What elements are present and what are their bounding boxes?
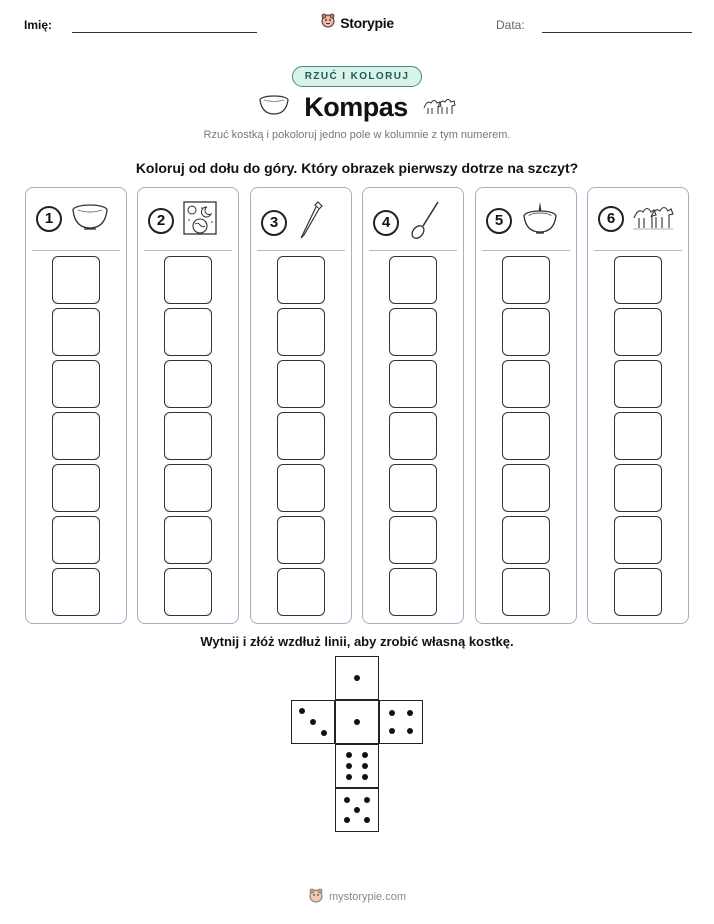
color-cell[interactable] xyxy=(52,516,100,564)
storypie-mascot-icon xyxy=(320,12,336,33)
color-cell[interactable] xyxy=(277,308,325,356)
die-pip xyxy=(344,797,350,803)
die-pip xyxy=(354,675,360,681)
die-face-1[interactable] xyxy=(335,700,379,744)
cell-stack xyxy=(52,256,100,620)
column-5 xyxy=(475,187,577,624)
color-cell[interactable] xyxy=(164,308,212,356)
color-cell[interactable] xyxy=(614,308,662,356)
camels-icon xyxy=(632,200,674,237)
color-cell[interactable] xyxy=(502,412,550,460)
color-cell[interactable] xyxy=(277,464,325,512)
storypie-mascot-icon xyxy=(308,887,324,906)
camels-icon xyxy=(422,94,456,121)
column-4 xyxy=(362,187,464,624)
color-cell[interactable] xyxy=(389,568,437,616)
color-cell[interactable] xyxy=(389,464,437,512)
die-pip xyxy=(407,710,413,716)
footer-url[interactable]: mystorypie.com xyxy=(328,890,407,903)
column-3 xyxy=(250,187,352,624)
subtitle: Rzuć kostką i pokoloruj jedno pole w kolumnie z tym numerem. xyxy=(203,129,511,141)
cell-stack xyxy=(164,256,212,620)
die-pip xyxy=(362,752,368,758)
page-title: Kompas xyxy=(304,92,408,122)
cut-instruction: Wytnij i złóż wzdłuż linii, aby zrobić własną kostkę. xyxy=(200,634,514,649)
brand-logo xyxy=(0,12,714,33)
die-pip xyxy=(346,774,352,780)
die-pip xyxy=(389,728,395,734)
color-cell[interactable] xyxy=(614,360,662,408)
date-label: Data: xyxy=(496,18,525,32)
die-pip xyxy=(346,763,352,769)
color-cell[interactable] xyxy=(614,568,662,616)
color-cell[interactable] xyxy=(502,516,550,564)
die-pip xyxy=(362,763,368,769)
name-label: Imię: xyxy=(24,18,53,32)
column-2 xyxy=(137,187,239,624)
color-cell[interactable] xyxy=(389,308,437,356)
die-pip xyxy=(364,817,370,823)
footer xyxy=(0,887,714,906)
color-cell[interactable] xyxy=(614,412,662,460)
cell-stack xyxy=(389,256,437,620)
column-number: 1 xyxy=(36,206,62,232)
column-number: 4 xyxy=(373,210,399,236)
die-pip xyxy=(346,752,352,758)
color-cell[interactable] xyxy=(164,256,212,304)
color-cell[interactable] xyxy=(277,516,325,564)
color-cell[interactable] xyxy=(502,464,550,512)
die-pip xyxy=(362,774,368,780)
color-cell[interactable] xyxy=(52,308,100,356)
column-1 xyxy=(25,187,127,624)
color-cell[interactable] xyxy=(52,412,100,460)
color-cell[interactable] xyxy=(164,516,212,564)
color-cell[interactable] xyxy=(389,360,437,408)
color-cell[interactable] xyxy=(52,256,100,304)
color-cell[interactable] xyxy=(389,412,437,460)
die-face-4[interactable] xyxy=(379,700,423,744)
column-6 xyxy=(587,187,689,624)
color-cell[interactable] xyxy=(614,516,662,564)
die-pip xyxy=(407,728,413,734)
color-cell[interactable] xyxy=(52,568,100,616)
die-pip xyxy=(389,710,395,716)
bowl-icon xyxy=(258,94,290,121)
column-number: 6 xyxy=(598,206,624,232)
spoon-icon xyxy=(407,200,441,245)
column-number: 3 xyxy=(261,210,287,236)
die-pip xyxy=(299,708,305,714)
column-number: 5 xyxy=(486,208,512,234)
color-cell[interactable] xyxy=(502,360,550,408)
die-face-6[interactable] xyxy=(335,744,379,788)
bowl-icon xyxy=(70,200,110,237)
color-cell[interactable] xyxy=(164,464,212,512)
column-number: 2 xyxy=(148,208,174,234)
color-cell[interactable] xyxy=(277,412,325,460)
die-pip xyxy=(321,730,327,736)
color-cell[interactable] xyxy=(389,256,437,304)
die-pip xyxy=(310,719,316,725)
color-cell[interactable] xyxy=(614,464,662,512)
die-pip xyxy=(354,719,360,725)
color-cell[interactable] xyxy=(277,360,325,408)
color-cell[interactable] xyxy=(614,256,662,304)
color-cell[interactable] xyxy=(52,464,100,512)
color-cell[interactable] xyxy=(502,568,550,616)
color-cell[interactable] xyxy=(164,360,212,408)
color-cell[interactable] xyxy=(502,308,550,356)
date-line[interactable] xyxy=(542,32,692,33)
cell-stack xyxy=(614,256,662,620)
night-sky-earth-icon xyxy=(182,200,218,241)
color-cell[interactable] xyxy=(164,412,212,460)
pipette-icon xyxy=(295,200,325,245)
color-cell[interactable] xyxy=(389,516,437,564)
compass-bowl-icon xyxy=(520,200,560,241)
die-pip xyxy=(364,797,370,803)
die-face-1[interactable] xyxy=(335,656,379,700)
activity-badge: RZUĆ I KOLORUJ xyxy=(292,66,423,87)
color-cell[interactable] xyxy=(52,360,100,408)
die-face-5[interactable] xyxy=(335,788,379,832)
cell-stack xyxy=(502,256,550,620)
color-cell[interactable] xyxy=(502,256,550,304)
color-cell[interactable] xyxy=(277,568,325,616)
cell-stack xyxy=(277,256,325,620)
instruction: Koloruj od dołu do góry. Który obrazek pierwszy dotrze na szczyt? xyxy=(135,160,579,176)
die-pip xyxy=(344,817,350,823)
color-cell[interactable] xyxy=(277,256,325,304)
die-pip xyxy=(354,807,360,813)
die-face-3[interactable] xyxy=(291,700,335,744)
color-cell[interactable] xyxy=(164,568,212,616)
brand-name: Storypie xyxy=(340,14,394,31)
